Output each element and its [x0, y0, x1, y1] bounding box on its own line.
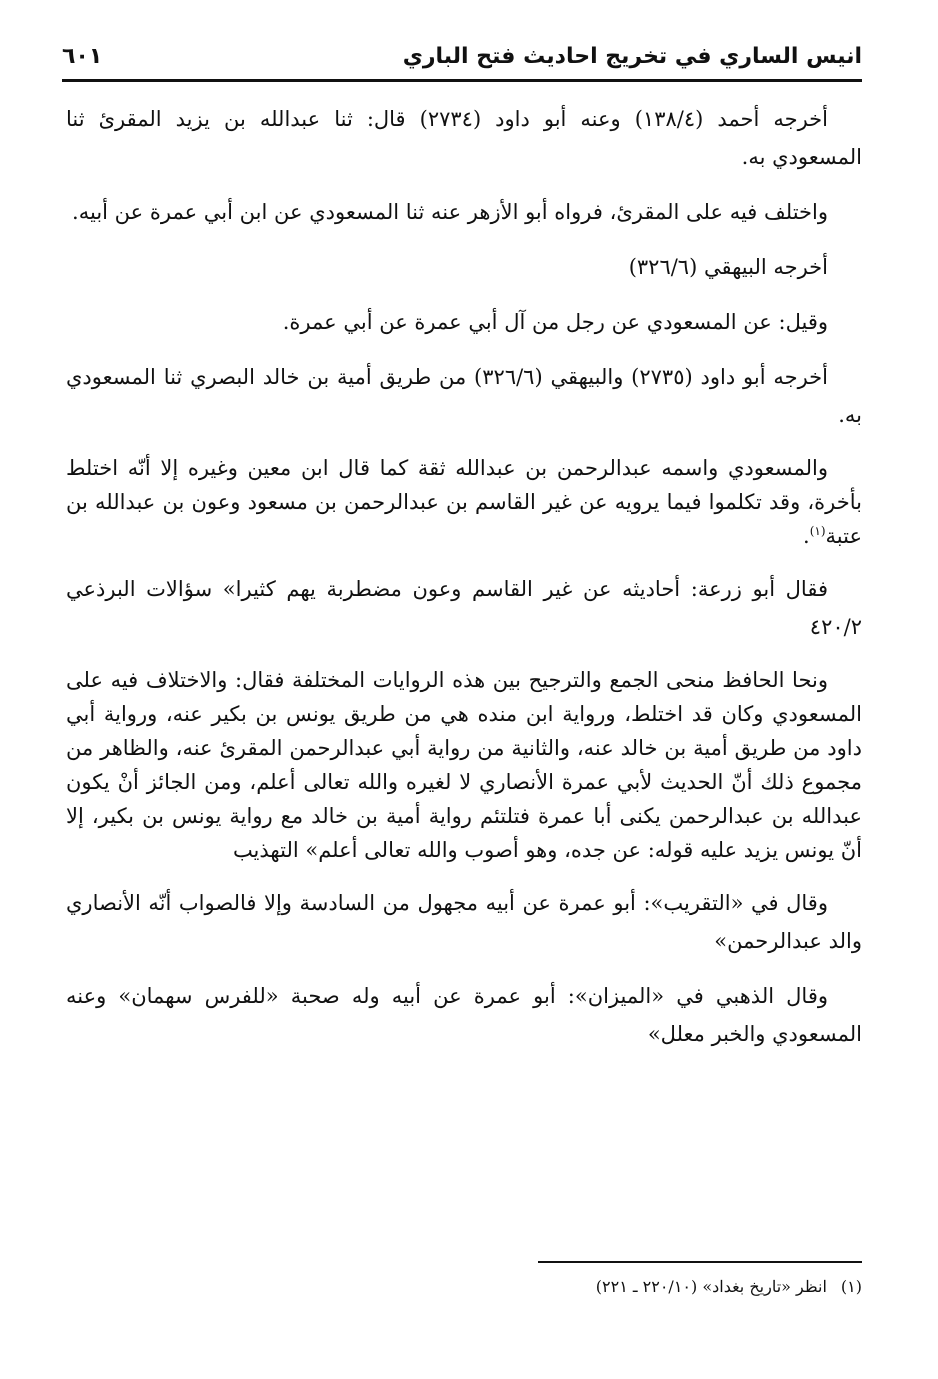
body-text [66, 100, 862, 1070]
paragraph: واختلف فيه على المقرئ، فرواه أبو الأزهر عنه ثنا المسعودي عن ابن أبي عمرة عن أبيه. [72, 200, 828, 224]
paragraph: وقال في «التقريب»: أبو عمرة عن أبيه مجهول من السادسة وإلا فالصواب أنّه الأنصاري والد عبدالرحمن» [66, 891, 862, 953]
paragraph: أخرجه البيهقي (٣٢٦/٦) [628, 255, 828, 279]
paragraph: وقيل: عن المسعودي عن رجل من آل أبي عمرة عن أبي عمرة. [282, 310, 828, 334]
paragraph: أخرجه أحمد (١٣٨/٤) وعنه أبو داود (٢٧٣٤) قال: ثنا عبدالله بن يزيد المقرئ ثنا المسعودي به. [66, 107, 862, 169]
paragraph: وقال الذهبي في «الميزان»: أبو عمرة عن أبيه وله صحبة «للفرس سهمان» وعنه المسعودي والخبر معلل» [66, 984, 862, 1046]
page-number: ٦٠١ [62, 44, 103, 69]
header-title: انيس الساري في تخريج احاديث فتح الباري [402, 44, 862, 69]
paragraph: فقال أبو زرعة: أحاديثه عن غير القاسم وعون مضطربة يهم كثيرا» سؤالات البرذعي ٤٢٠/٢ [66, 577, 862, 639]
header-rule [62, 79, 862, 82]
paragraph: أخرجه أبو داود (٢٧٣٥) والبيهقي (٣٢٦/٦) من طريق أمية بن خالد البصري ثنا المسعودي به. [66, 365, 862, 427]
running-header [62, 38, 862, 82]
paragraph-text: والمسعودي واسمه عبدالرحمن بن عبدالله ثقة كما قال ابن معين وغيره إلا أنّه اختلط بأخرة، وقد تكلموا فيما يرويه عن غير القاسم بن عبدالرحمن بن مسعود وعون بن عبدالله بن عتبة [66, 456, 862, 548]
footnote-reference[interactable]: (١) [809, 524, 826, 538]
footnote-text: انظر «تاريخ بغداد» (٢٢٠/١٠ ـ ٢٢١) [595, 1277, 827, 1296]
footnote [380, 1274, 862, 1300]
footnote-number: (١) [840, 1277, 862, 1296]
footnote-rule [538, 1261, 862, 1263]
paragraph: ونحا الحافظ منحى الجمع والترجيح بين هذه الروايات المختلفة فقال: والاختلاف فيه على المسعودي وكان قد اختلط، ورواية ابن منده هي من طريق يونس بن بكير عنه، ورواية أبي داود من طريق أمية بن خالد عنه، والثانية من رواية أبي عبدالرحمن المقرئ عنه، والظاهر من مجموع ذلك أنّ الحديث لأبي عمرة الأنصاري لا لغيره والله تعالى أعلم، ومن الجائز أنْ يكون عبدالله بن عبدالرحمن يكنى أبا عمرة فتلتئم رواية أمية بن خالد مع رواية يونس بن بكير، إلا أنّ يونس يزيد عليه قوله: عن جده، وهو أصوب والله تعالى أعلم» التهذيب [66, 668, 862, 862]
paragraph: والمسعودي واسمه عبدالرحمن بن عبدالله ثقة كما قال ابن معين وغيره إلا أنّه اختلط بأخرة، وقد تكلموا فيما يرويه عن غير القاسم بن عبدالرحمن بن مسعود وعون بن عبدالله بن عتبة$^{(١)}$. [66, 456, 862, 548]
